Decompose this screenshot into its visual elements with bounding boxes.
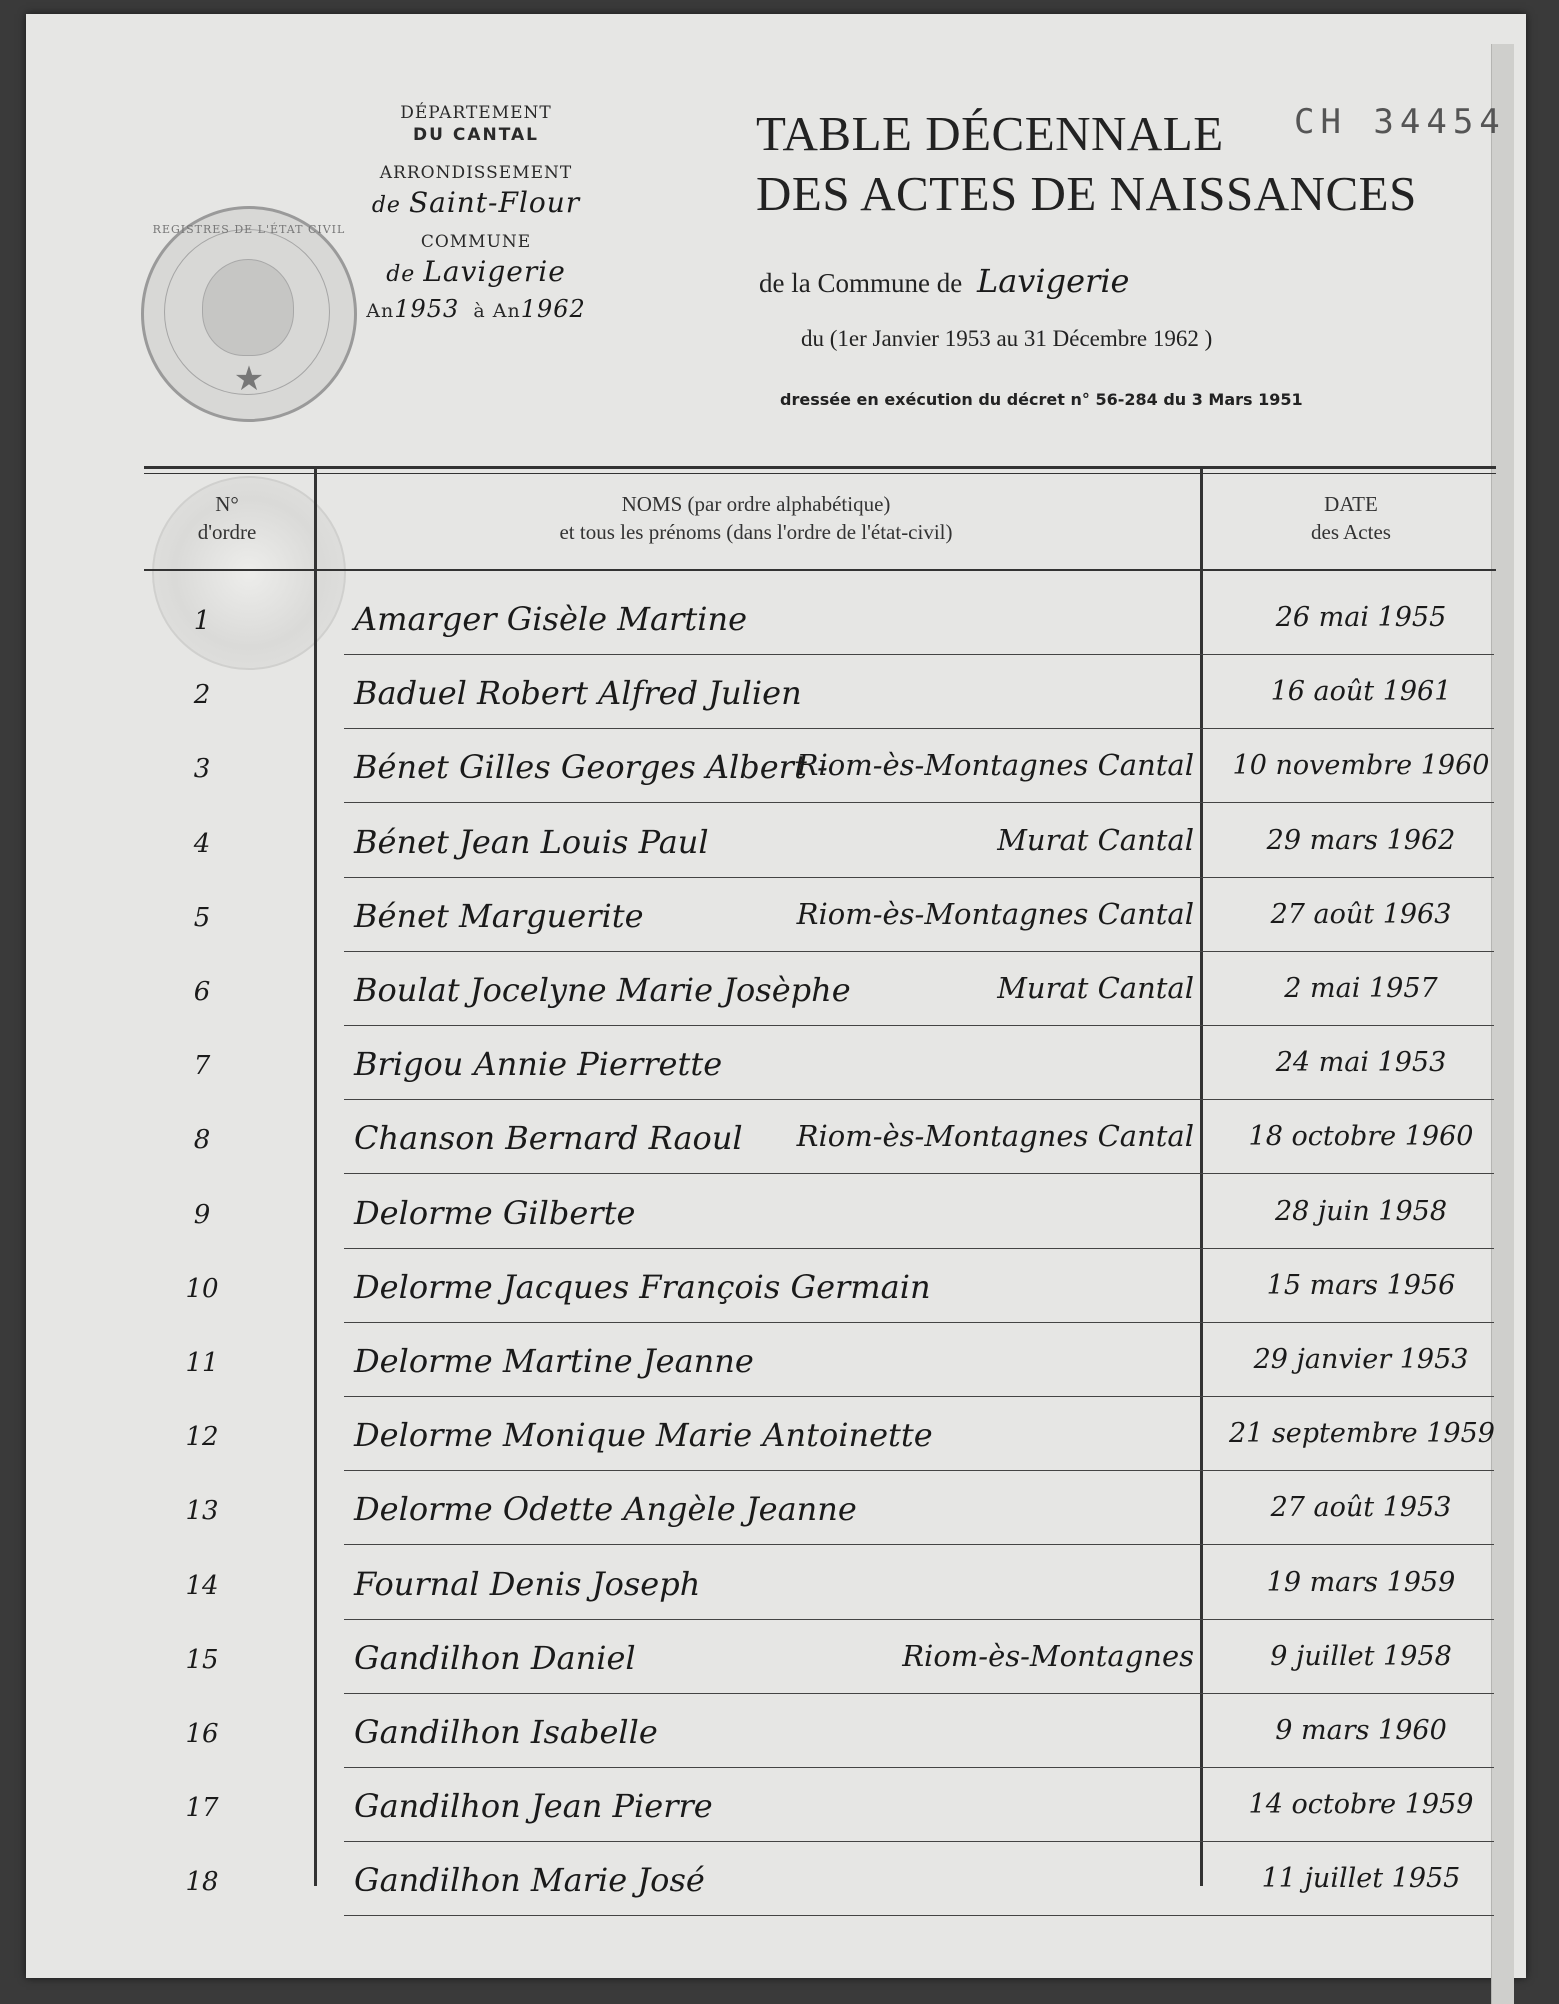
column-header-dates-line1: DATE <box>1324 492 1378 516</box>
table-row <box>144 1115 1496 1193</box>
date-underline <box>1234 1841 1494 1842</box>
row-underline <box>344 1173 1304 1174</box>
date-underline <box>1234 1915 1494 1916</box>
date-underline <box>1234 654 1494 655</box>
table-header-rule <box>144 569 1496 571</box>
record-date: 28 juin 1958 <box>1274 1195 1448 1227</box>
row-underline <box>344 1470 1304 1471</box>
record-date: 18 octobre 1960 <box>1248 1121 1474 1153</box>
record-number: 12 <box>185 1422 219 1453</box>
date-underline <box>1234 1248 1494 1249</box>
date-underline <box>1234 802 1494 803</box>
row-underline <box>344 1322 1304 1323</box>
table-row <box>144 1264 1496 1342</box>
record-number: 16 <box>185 1719 219 1749</box>
seal-text: REGISTRES DE L'ÉTAT CIVIL <box>152 223 346 236</box>
record-number: 13 <box>185 1496 219 1527</box>
arrondissement-prefix: de <box>371 193 401 218</box>
commune-line-prefix: de la Commune de <box>759 268 963 298</box>
record-name: Amarger Gisèle Martine <box>354 600 747 638</box>
record-number: 15 <box>185 1644 219 1675</box>
record-name: Delorme Jacques François Germain <box>354 1267 931 1306</box>
an-from-label: An <box>366 300 395 322</box>
table-row <box>144 1783 1496 1861</box>
table-row <box>144 1635 1496 1713</box>
row-underline <box>344 654 1304 655</box>
arrondissement-value: Saint-Flour <box>408 186 581 219</box>
record-name: Fournal Denis Joseph <box>354 1564 701 1603</box>
record-date: 11 juillet 1955 <box>1261 1863 1461 1895</box>
arrondissement-label: ARRONDISSEMENT <box>379 163 573 183</box>
row-underline <box>344 1841 1304 1842</box>
commune-line-value: Lavigerie <box>976 262 1130 300</box>
column-header-names-line2: et tous les prénoms (dans l'ordre de l'état-civil) <box>559 520 953 544</box>
record-number: 10 <box>185 1273 219 1304</box>
marianne-profile <box>202 259 294 356</box>
commune-prefix: de <box>386 262 416 287</box>
archive-stamp-code: CH 34454 <box>1294 102 1506 142</box>
record-date: 21 septembre 1959 <box>1229 1418 1495 1450</box>
column-header-dates-line2: des Actes <box>1311 520 1391 544</box>
commune-label: COMMUNE <box>420 232 532 252</box>
record-number: 11 <box>185 1348 219 1378</box>
record-name: Gandilhon Daniel <box>354 1638 636 1677</box>
column-header-names <box>346 490 1166 546</box>
commune-value: Lavigerie <box>423 255 566 288</box>
column-header-names-line1: NOMS (par ordre alphabétique) <box>621 492 891 516</box>
date-underline <box>1234 1099 1494 1100</box>
table-row <box>144 967 1496 1045</box>
star-icon: ★ <box>233 359 265 399</box>
record-name: Delorme Gilberte <box>354 1193 636 1232</box>
departement-label: DÉPARTEMENT <box>400 103 552 123</box>
departement-value: DU CANTAL <box>413 125 539 145</box>
column-header-order-line1: N° <box>215 492 239 516</box>
row-underline <box>344 1396 1304 1397</box>
record-name: Delorme Monique Marie Antoinette <box>354 1416 933 1455</box>
record-date: 27 août 1963 <box>1270 898 1452 930</box>
record-name: Bénet Gilles Georges Albert - <box>354 748 828 787</box>
column-header-order-line2: d'ordre <box>197 520 257 544</box>
period-line: du (1er Janvier 1953 au 31 Décembre 1962 ) <box>801 326 1213 351</box>
an-to-value: 1962 <box>520 295 586 323</box>
date-underline <box>1234 1173 1494 1174</box>
record-date: 14 octobre 1959 <box>1248 1789 1474 1821</box>
commune-line <box>759 262 1129 300</box>
table-row <box>144 596 1496 674</box>
record-number: 14 <box>185 1570 219 1601</box>
record-date: 26 mai 1955 <box>1275 602 1447 633</box>
record-name: Bénet Marguerite <box>354 896 644 935</box>
record-name: Delorme Martine Jeanne <box>354 1342 754 1380</box>
record-number: 7 <box>193 1051 211 1082</box>
record-number: 9 <box>193 1199 211 1230</box>
record-date: 9 juillet 1958 <box>1270 1640 1452 1672</box>
record-number: 6 <box>193 977 211 1007</box>
record-date: 29 mars 1962 <box>1266 824 1456 856</box>
table-row <box>144 1041 1496 1119</box>
date-underline <box>1234 1396 1494 1397</box>
table-row <box>144 670 1496 748</box>
civil-registry-seal <box>141 206 357 422</box>
record-number: 17 <box>185 1793 219 1824</box>
record-date: 2 mai 1957 <box>1284 973 1438 1004</box>
column-header-order <box>152 490 302 546</box>
date-underline <box>1234 1322 1494 1323</box>
row-underline <box>344 728 1304 729</box>
title-line-1: TABLE DÉCENNALE <box>756 106 1224 161</box>
table-row <box>144 1857 1496 1935</box>
date-underline <box>1234 877 1494 878</box>
record-date: 27 août 1953 <box>1270 1492 1452 1524</box>
record-number: 4 <box>193 828 211 859</box>
record-name: Gandilhon Jean Pierre <box>354 1787 713 1826</box>
record-place: Riom-ès-Montagnes <box>902 1638 1194 1673</box>
table-row <box>144 1486 1496 1564</box>
administrative-header <box>356 102 596 322</box>
date-underline <box>1234 1767 1494 1768</box>
record-place: Riom-ès-Montagnes Cantal <box>796 1119 1194 1154</box>
table-row <box>144 1190 1496 1268</box>
table-row <box>144 893 1496 971</box>
record-name: Delorme Odette Angèle Jeanne <box>354 1490 857 1529</box>
row-underline <box>344 1099 1304 1100</box>
record-number: 2 <box>193 680 211 711</box>
record-place: Murat Cantal <box>997 971 1194 1005</box>
record-place: Riom-ès-Montagnes Cantal <box>796 748 1194 783</box>
date-underline <box>1234 1025 1494 1026</box>
record-number: 5 <box>193 902 211 933</box>
record-date: 9 mars 1960 <box>1275 1715 1447 1746</box>
date-underline <box>1234 1470 1494 1471</box>
decree-line: dressée en exécution du décret n° 56-284 du 3 Mars 1951 <box>780 390 1303 409</box>
record-date: 10 novembre 1960 <box>1232 750 1490 782</box>
row-underline <box>344 1693 1304 1694</box>
table-row <box>144 1338 1496 1416</box>
record-name: Chanson Bernard Raoul <box>354 1119 743 1158</box>
row-underline <box>344 1915 1304 1916</box>
record-name: Bénet Jean Louis Paul <box>354 822 709 861</box>
date-underline <box>1234 951 1494 952</box>
table-row <box>144 1412 1496 1490</box>
record-place: Riom-ès-Montagnes Cantal <box>796 896 1194 931</box>
record-number: 18 <box>185 1867 219 1898</box>
row-underline <box>344 1025 1304 1026</box>
record-number: 3 <box>193 754 211 785</box>
record-date: 24 mai 1953 <box>1275 1047 1447 1079</box>
record-name: Brigou Annie Pierrette <box>354 1045 723 1084</box>
record-name: Boulat Jocelyne Marie Josèphe <box>354 971 851 1009</box>
date-underline <box>1234 1619 1494 1620</box>
record-name: Baduel Robert Alfred Julien <box>354 674 802 713</box>
table-row <box>144 1561 1496 1639</box>
row-underline <box>344 1767 1304 1768</box>
row-underline <box>344 802 1304 803</box>
record-date: 29 janvier 1953 <box>1253 1344 1469 1375</box>
column-header-dates <box>1226 490 1476 546</box>
an-from-value: 1953 <box>394 295 460 323</box>
title-line-2: DES ACTES DE NAISSANCES <box>756 166 1417 221</box>
table-row <box>144 744 1496 822</box>
row-underline <box>344 951 1304 952</box>
record-date: 15 mars 1956 <box>1266 1269 1456 1301</box>
record-name: Gandilhon Marie José <box>354 1861 705 1900</box>
row-underline <box>344 877 1304 878</box>
record-name: Gandilhon Isabelle <box>354 1713 658 1751</box>
record-number: 8 <box>193 1125 211 1156</box>
record-place: Murat Cantal <box>997 822 1194 857</box>
row-underline <box>344 1619 1304 1620</box>
table-top-rule-thin <box>144 473 1496 474</box>
table-row <box>144 819 1496 897</box>
row-underline <box>344 1248 1304 1249</box>
date-underline <box>1234 1693 1494 1694</box>
table-top-rule <box>144 466 1496 469</box>
record-number: 1 <box>193 606 211 636</box>
document-page <box>26 14 1526 1978</box>
record-date: 19 mars 1959 <box>1266 1566 1456 1598</box>
record-date: 16 août 1961 <box>1270 676 1452 708</box>
table-row <box>144 1709 1496 1787</box>
date-underline <box>1234 1544 1494 1545</box>
an-to-label: à An <box>473 300 521 322</box>
date-underline <box>1234 728 1494 729</box>
row-underline <box>344 1544 1304 1545</box>
